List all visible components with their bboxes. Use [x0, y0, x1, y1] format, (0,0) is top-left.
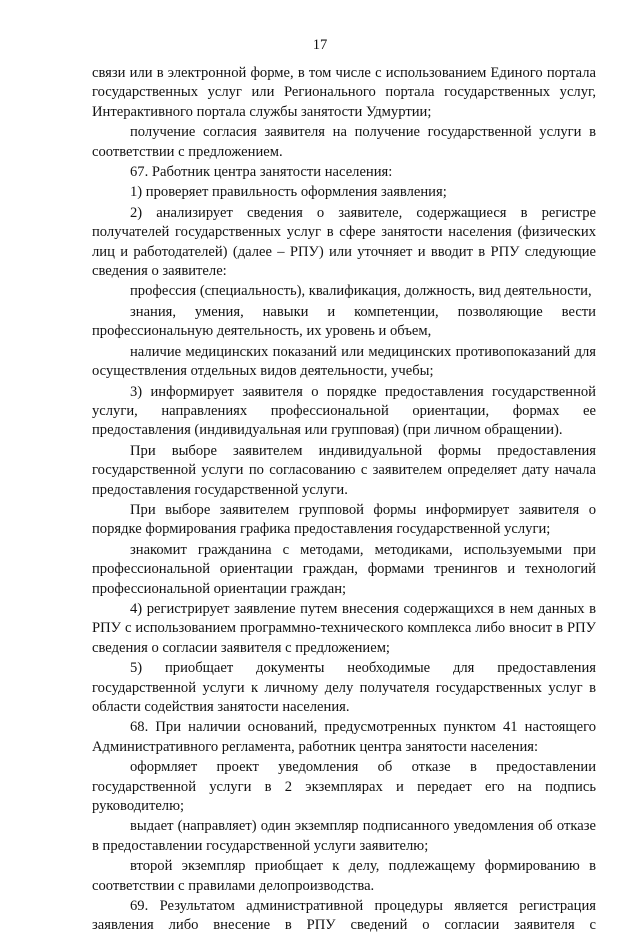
paragraph-67-3: 3) информирует заявителя о порядке предоставления государственной услуги, направлениях профессиональной ориентации, формах ее предоставления (индивидуальная или групповая) (при личном обращении). [92, 383, 596, 439]
paragraph-skills: знания, умения, навыки и компетенции, позволяющие вести профессиональную деятельность, их уровень и объем, [92, 303, 596, 340]
paragraph-continuation: связи или в электронной форме, в том числе с использованием Единого портала государственных услуг или Регионального портала государственных услуг, Интерактивного портала службы занятости Удмуртии; [92, 65, 596, 120]
paragraph-68: 68. При наличии оснований, предусмотренных пунктом 41 настоящего Административного регламента, работник центра занятости населения: [92, 719, 596, 755]
paragraph-second-copy: второй экземпляр приобщает к делу, подлежащему формированию в соответствии с правилами делопроизводства. [92, 858, 596, 894]
paragraph-67-5: 5) приобщает документы необходимые для предоставления государственной услуги к личному делу получателя государственных услуг в области содействия занятости населения. [92, 660, 596, 715]
paragraph-draft-notice: оформляет проект уведомления об отказе в предоставлении государственной услуги в 2 экземплярах и передает его на подпись руководителю; [92, 759, 596, 815]
page-number: 17 [312, 37, 328, 53]
paragraph-consent: получение согласия заявителя на получение государственной услуги в соответствии с предложением. [92, 124, 596, 160]
paragraph-issue-notice: выдает (направляет) один экземпляр подписанного уведомления об отказе в предоставлении государственной услуги заявителю; [92, 818, 596, 854]
paragraph-67-1: 1) проверяет правильность оформления заявления; [130, 184, 447, 201]
paragraph-67: 67. Работник центра занятости населения: [130, 164, 393, 181]
paragraph-medical: наличие медицинских показаний или медицинских противопоказаний для осуществления отдельных видов деятельности, учебы; [92, 343, 596, 380]
paragraph-profession: профессия (специальность), квалификация, должность, вид деятельности, [130, 283, 592, 300]
paragraph-methods: знакомит гражданина с методами, методиками, используемыми при профессиональной ориентации граждан, формами тренингов и технологий профессиональной ориентации граждан; [92, 541, 596, 597]
paragraph-group-form: При выборе заявителем групповой формы информирует заявителя о порядке формирования графика предоставления государственной услуги; [92, 501, 596, 538]
paragraph-individual-form: При выборе заявителем индивидуальной формы предоставления государственной услуги по согласованию с заявителем определяет дату начала предоставления государственной услуги. [92, 442, 596, 498]
paragraph-67-4: 4) регистрирует заявление путем внесения содержащихся в нем данных в РПУ с использованием программно-технического комплекса либо вносит в РПУ сведения о согласии заявителя с предложением; [92, 600, 596, 656]
document-body [92, 64, 596, 937]
paragraph-67-2: 2) анализирует сведения о заявителе, содержащиеся в регистре получателей государственных услуг в сфере занятости населения (физических лиц и работодателей) (далее – РПУ) или уточняет и вводит в РПУ следующие сведения о заявителе: [92, 204, 596, 280]
paragraph-69: 69. Результатом административной процедуры является регистрация заявления либо внесение в РПУ сведений о согласии заявителя с [92, 898, 596, 934]
